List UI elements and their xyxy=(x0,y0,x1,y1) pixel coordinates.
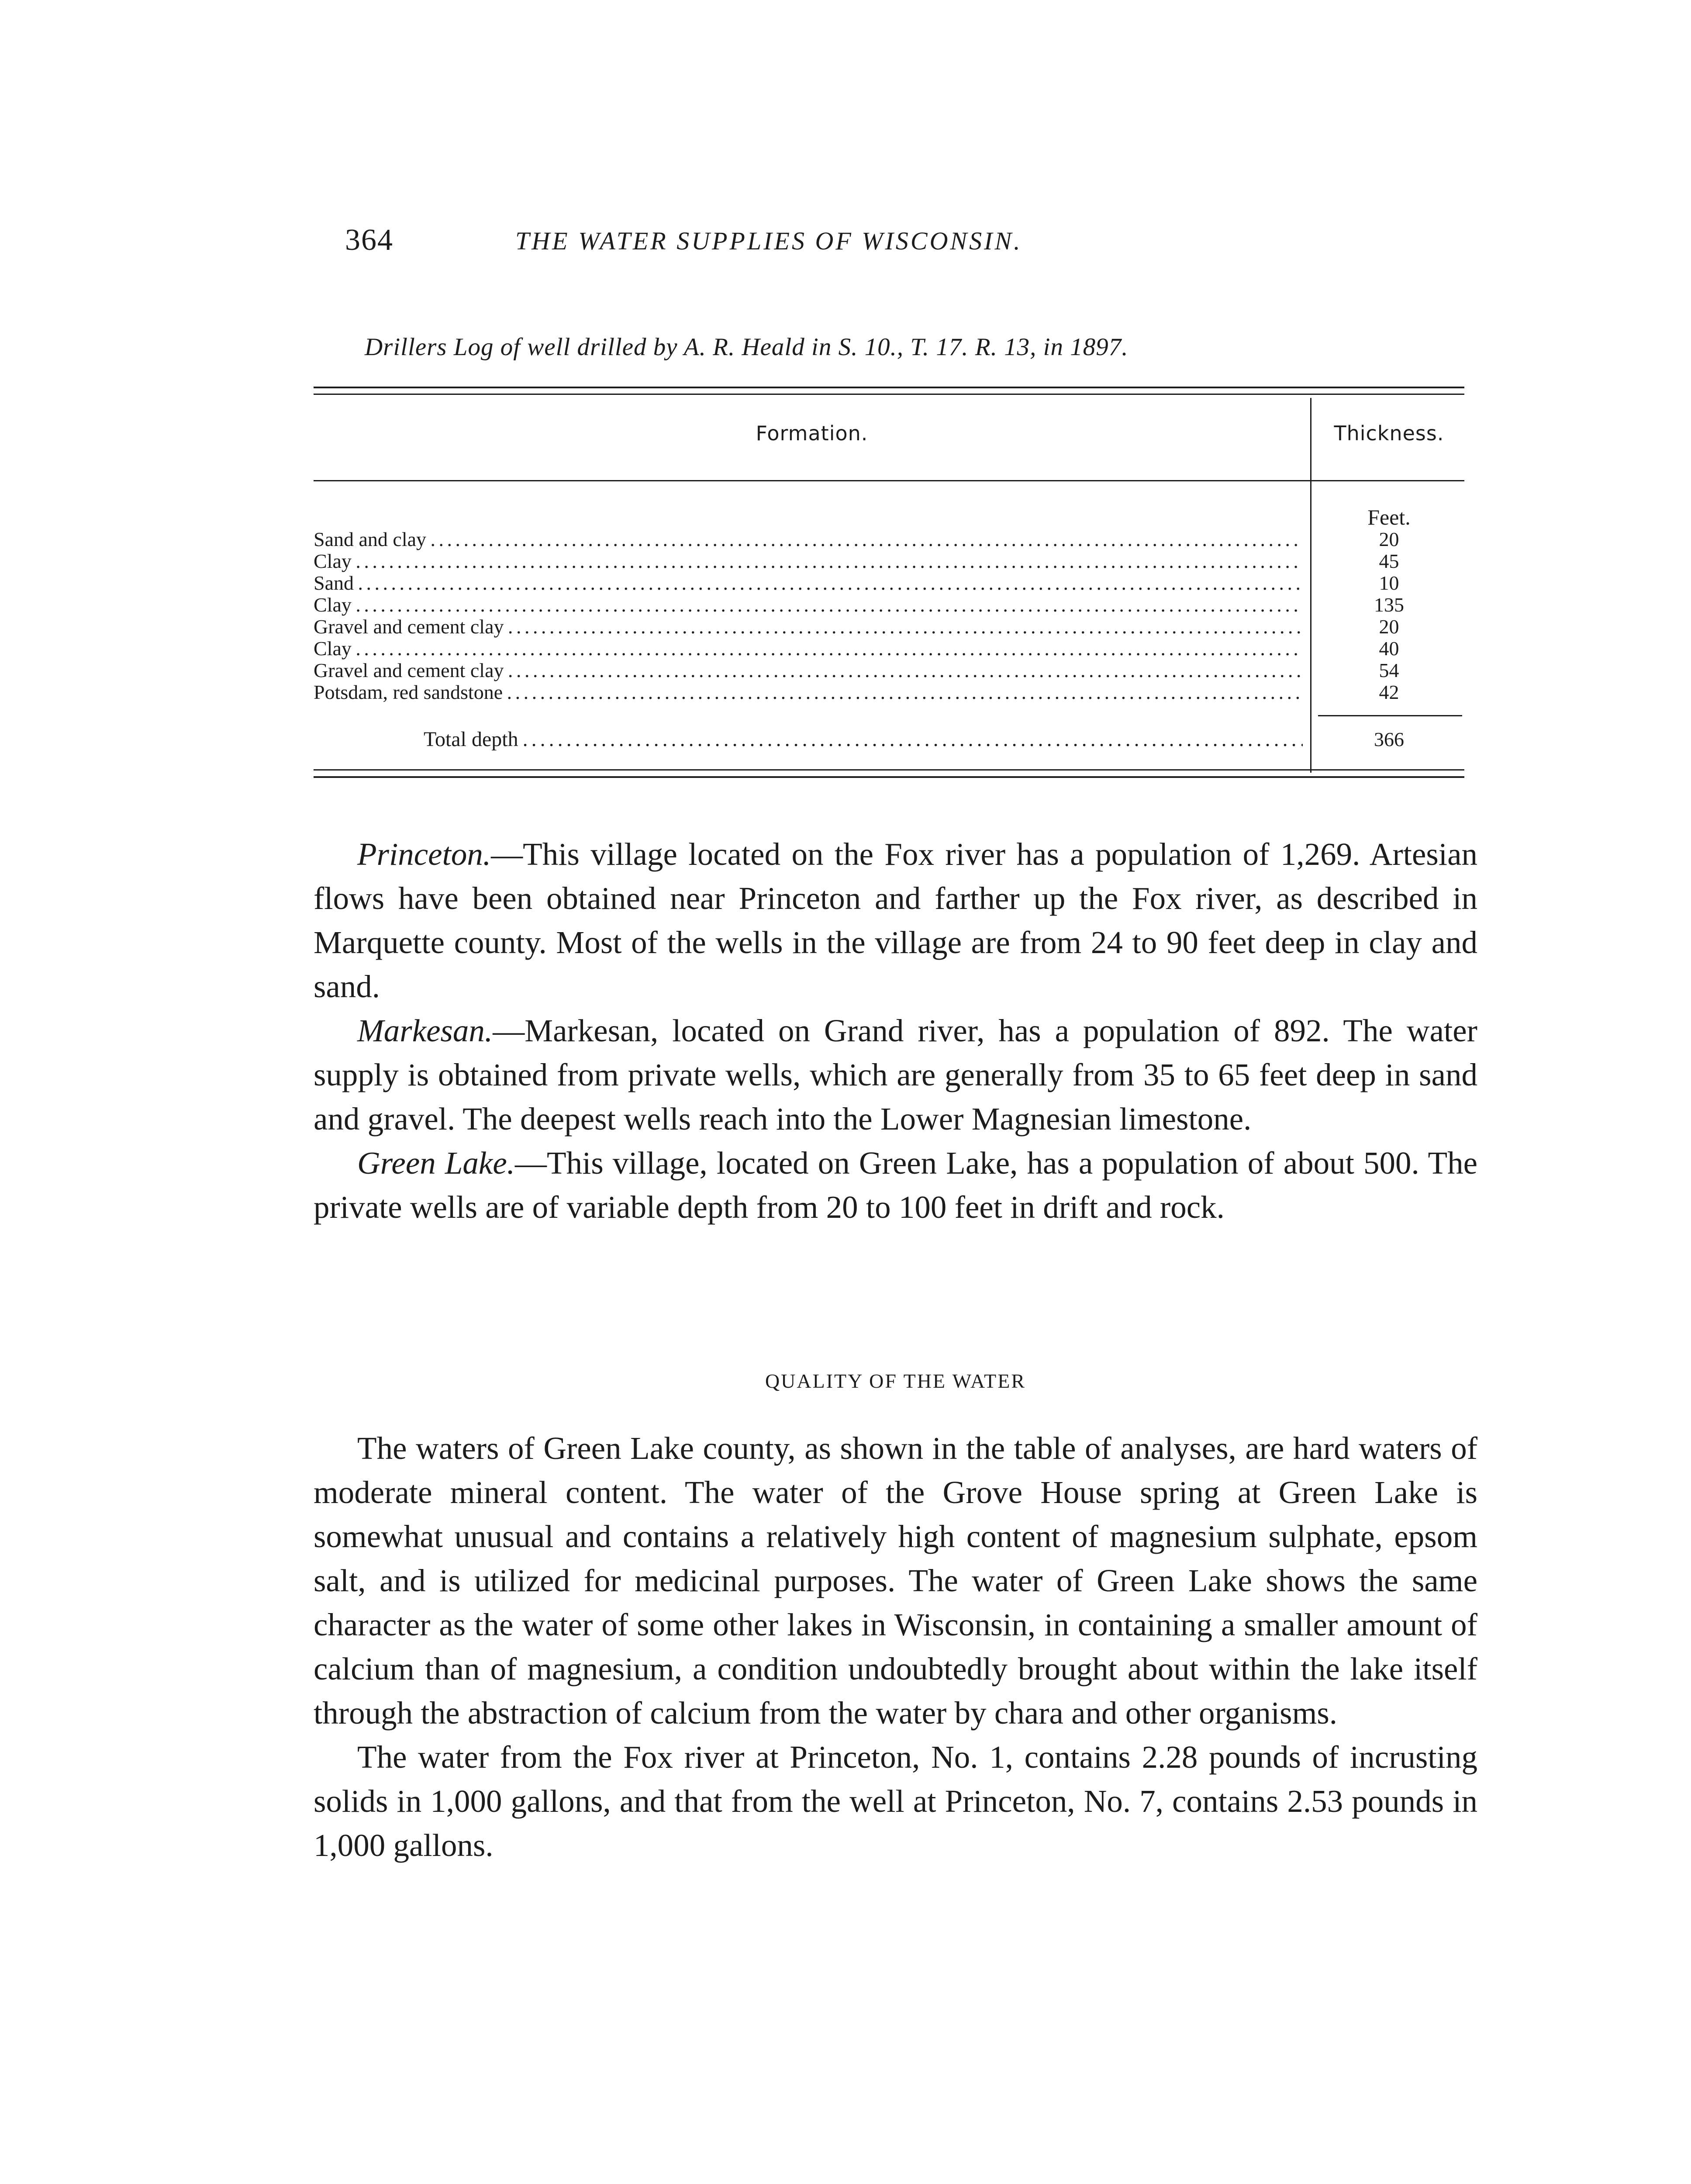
thickness-cell: 42 xyxy=(1379,681,1399,703)
total-label: Total depth . . . xyxy=(424,726,1303,753)
header-rule xyxy=(314,480,1464,481)
total-row xyxy=(314,726,1464,753)
thickness-cell: 10 xyxy=(1379,572,1399,594)
sum-rule xyxy=(1318,715,1462,716)
table-row xyxy=(314,572,1464,594)
formation-cell: Sand . . . xyxy=(314,572,1303,594)
thickness-cell: 135 xyxy=(1374,594,1404,616)
lead-in-green-lake: Green Lake. xyxy=(357,1145,515,1181)
unit-label: Feet. xyxy=(1367,505,1411,529)
formation-cell: Sand and clay . . . xyxy=(314,529,1303,550)
table-row xyxy=(314,638,1464,660)
table-bottom-rule xyxy=(314,776,1464,778)
thickness-cell: 20 xyxy=(1379,615,1399,638)
page-number: 364 xyxy=(345,223,393,257)
table-row xyxy=(314,616,1464,638)
formation-cell: Clay . . . xyxy=(314,638,1303,660)
table-caption: Drillers Log of well drilled by A. R. Heald in S. 10., T. 17. R. 13, in 1897. xyxy=(365,333,1128,361)
table-row xyxy=(314,594,1464,616)
thickness-cell: 40 xyxy=(1379,637,1399,660)
formation-cell: Gravel and cement clay . . . xyxy=(314,616,1303,638)
paragraph-princeton xyxy=(314,832,1477,1009)
paragraph-quality-1: The waters of Green Lake county, as shown in the table of analyses, are hard waters of moderate mineral content. The water of the Grove House spring at Green Lake is somewhat unusual and contains a relatively high content of magnesium sulphate, epsom salt, and is utilized for medicinal purposes. The water of Green Lake shows the same character as the water of some other lakes in Wisconsin, in containing a smaller amount of calcium than of magnesium, a condition undoubtedly brought about within the lake itself through the abstraction of calcium from the water by chara and other organisms. xyxy=(314,1431,1477,1731)
formation-cell: Clay . . . xyxy=(314,594,1303,616)
town-paragraphs xyxy=(314,832,1477,1229)
quality-paragraphs xyxy=(314,1426,1477,1867)
table-row xyxy=(314,529,1464,550)
paragraph-quality-2: The water from the Fox river at Princeton, No. 1, contains 2.28 pounds of incrusting solids in 1,000 gallons, and that from the well at Princeton, No. 7, contains 2.53 pounds in 1,000 gallons. xyxy=(314,1739,1477,1863)
formation-cell: Gravel and cement clay . . . xyxy=(314,660,1303,681)
paragraph-text: —This village located on the Fox river has a population of 1,269. Artesian flows have been obtained near Princeton and farther up the Fox river, as described in Marquette county. Most of the wells in the village are from 24 to 90 feet deep in clay and sand. xyxy=(314,836,1477,1004)
paragraph-text: —This village, located on Green Lake, has a population of about 500. The private wells are of variable depth from 20 to 100 feet in drift and rock. xyxy=(314,1145,1477,1225)
formation-cell: Clay . . . xyxy=(314,550,1303,572)
table-rows xyxy=(314,529,1464,703)
paragraph-text: —Markesan, located on Grand river, has a population of 892. The water supply is obtained from private wells, which are generally from 35 to 65 feet deep in sand and gravel. The deepest wells reach into the Lower Magnesian limestone. xyxy=(314,1013,1477,1137)
drillers-log-table xyxy=(314,387,1464,797)
table-top-rule xyxy=(314,387,1464,388)
paragraph-markesan xyxy=(314,1009,1477,1141)
table-row xyxy=(314,660,1464,681)
formation-cell: Potsdam, red sandstone . . . xyxy=(314,681,1303,703)
table-bottom-rule-inner xyxy=(314,769,1464,771)
running-title: THE WATER SUPPLIES OF WISCONSIN. xyxy=(515,227,1022,255)
lead-in-markesan: Markesan. xyxy=(357,1013,493,1048)
table-row xyxy=(314,550,1464,572)
column-header-formation: Formation. xyxy=(756,422,868,445)
total-value: 366 xyxy=(1374,728,1404,750)
table-row xyxy=(314,681,1464,703)
thickness-cell: 45 xyxy=(1379,550,1399,572)
lead-in-princeton: Princeton. xyxy=(357,836,491,872)
paragraph-green-lake xyxy=(314,1141,1477,1229)
thickness-cell: 20 xyxy=(1379,528,1399,550)
column-header-thickness: Thickness. xyxy=(1334,422,1444,445)
table-top-rule-inner xyxy=(314,394,1464,395)
thickness-cell: 54 xyxy=(1379,659,1399,681)
section-heading: QUALITY OF THE WATER xyxy=(765,1370,1026,1392)
